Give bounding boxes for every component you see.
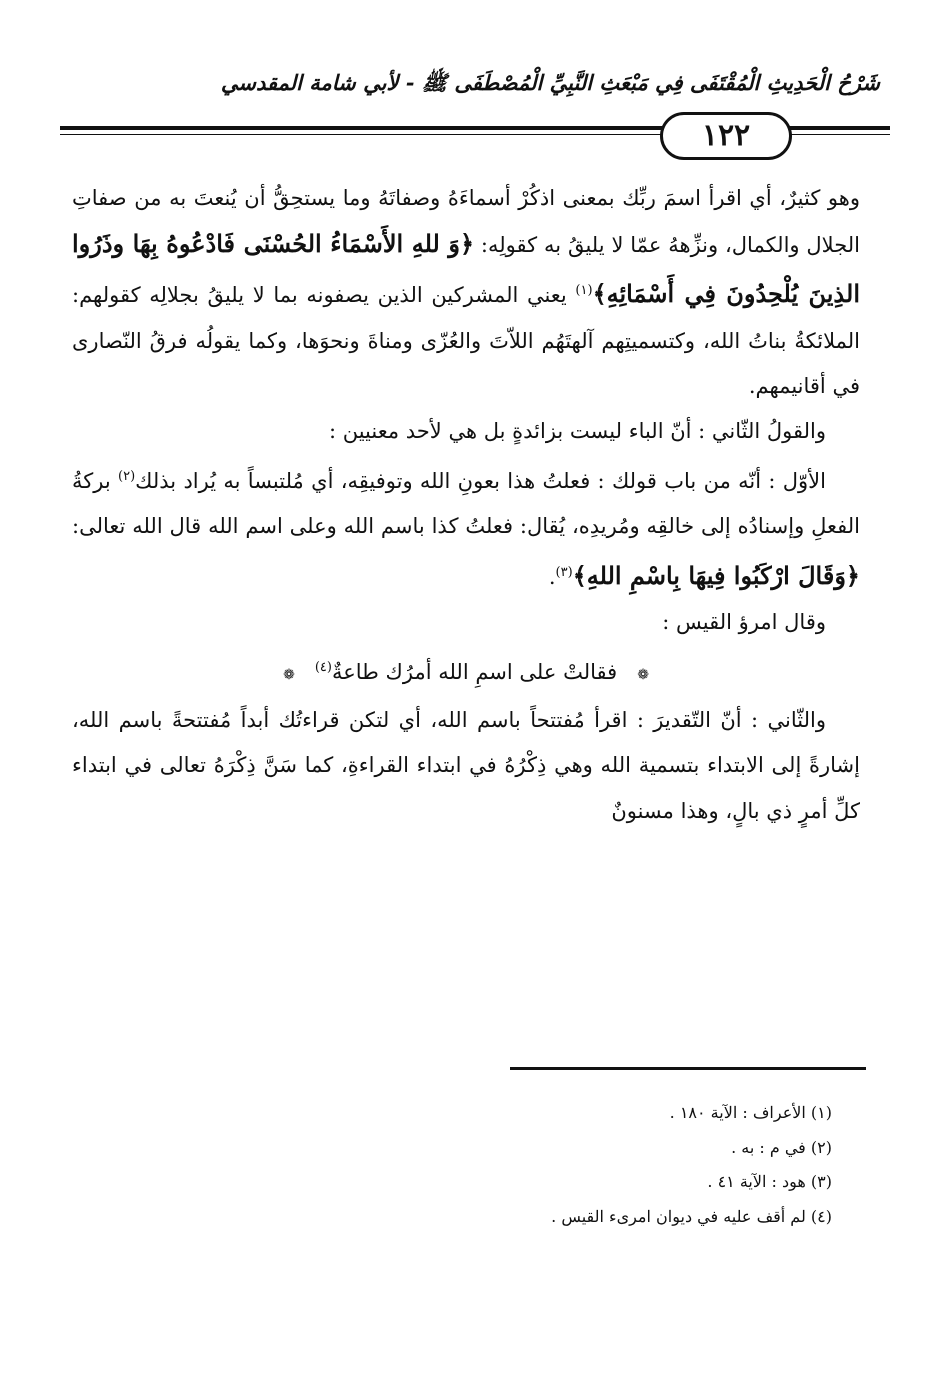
quran-verse-1: ﴿وَ للهِ الأَسْمَاءُ الحُسْنَى فَادْعُوهُ بِهَا وذَرُوا الذِينَ يُلْحِدُونَ فِي أَسْمَائِهِ﴾ bbox=[72, 229, 860, 309]
footnote: (٣) هود : الآية ٤١ . bbox=[707, 1172, 832, 1191]
footnote-divider bbox=[510, 1067, 866, 1070]
footnote: (١) الأعراف : الآية ١٨٠ . bbox=[669, 1103, 832, 1122]
page-header bbox=[60, 60, 890, 160]
main-text bbox=[72, 176, 860, 834]
paragraph-3: الأوّل : أنّه من باب قولك : فعلتُ هذا بعونِ الله وتوفيقِه، أي مُلتبساً به يُراد بذلك$^{(٢)}$ بركةُ الفعلِ وإسنادُه إلى خالقِه ومُريدِه، يُقال: فعلتُ كذا باسم الله وعلى اسم الله قال الله تعالى: ﴿وَقَالَ ارْكَبُوا فِيهَا بِاسْمِ اللهِ﴾$^{(٣)}$. bbox=[72, 469, 860, 590]
footnote-ref-1: (١) bbox=[575, 283, 593, 299]
paragraph-1: وهو كثيرٌ، أي اقرأ اسمَ ربِّك بمعنى اذكُرْ أسماءَهُ وصفاتَهُ وما يستحِقُّ أن يُنعتَ به من صفاتِ الجلال والكمال، ونزِّههُ عمّا لا يليقُ به كقولِه: ﴿وَ للهِ الأَسْمَاءُ الحُسْنَى فَادْعُوهُ بِهَا وذَرُوا الذِينَ يُلْحِدُونَ فِي أَسْمَائِهِ﴾$^{(١)}$ يعني المشركين الذين يصفونه بما لا يليقُ بجلالِه كقولهم: الملائكةُ بناتُ الله، وكتسميتِهم آلهتَهُم اللاّتَ والعُزّى ومناةَ ونحوَها، وكما يقولُه فرقُ النّصارى في أقانيمهم. bbox=[72, 186, 861, 398]
footnote-ref-3: (٣) bbox=[555, 564, 573, 580]
poetry-verse: ❁ فقالتْ على اسمِ الله أمرُك طاعةٌ$^{(٤)}$ ❁ bbox=[283, 660, 649, 685]
footnote-ref-2: (٢) bbox=[118, 469, 136, 485]
paragraph-4: وقال امرؤ القيس : bbox=[662, 609, 826, 634]
footnotes bbox=[72, 1096, 832, 1234]
paragraph-5: والثّاني : أنّ التّقديرَ : اقرأ مُفتتحاً باسم الله، أي لتكن قراءتُك أبداً مُفتتحةً باسم الله، إشارةً إلى الابتداء بتسمية الله وهي ذِكْرُهُ في ابتداء القراءةِ، كما سَنَّ ذِكْرَهُ تعالى في ابتداء كلِّ أمرٍ ذي بالٍ، وهذا مسنونٌ bbox=[72, 708, 860, 823]
flower-ornament-icon: ❁ bbox=[283, 667, 295, 684]
footnote: (٢) في م : به . bbox=[731, 1137, 832, 1157]
paragraph-2: والقولُ الثّاني : أنّ الباء ليست بزائدةٍ بل هي لأحد معنيين : bbox=[328, 419, 826, 444]
footnote-ref-4: (٤) bbox=[314, 660, 332, 676]
quran-verse-2: ﴿وَقَالَ ارْكَبُوا فِيهَا بِاسْمِ اللهِ﴾ bbox=[572, 560, 860, 590]
flower-ornament-icon: ❁ bbox=[637, 667, 649, 684]
running-title: شَرْحُ الْحَدِيثِ الْمُقْتَفَى فِي مَبْعَثِ النَّبِيِّ الْمُصْطَفَى ﷺ - لأبي شامة المقدسي bbox=[220, 70, 880, 95]
footnote: (٤) لم أقف عليه في ديوان امرىء القيس . bbox=[551, 1206, 832, 1226]
page-number: ١٢٢ bbox=[660, 112, 792, 160]
